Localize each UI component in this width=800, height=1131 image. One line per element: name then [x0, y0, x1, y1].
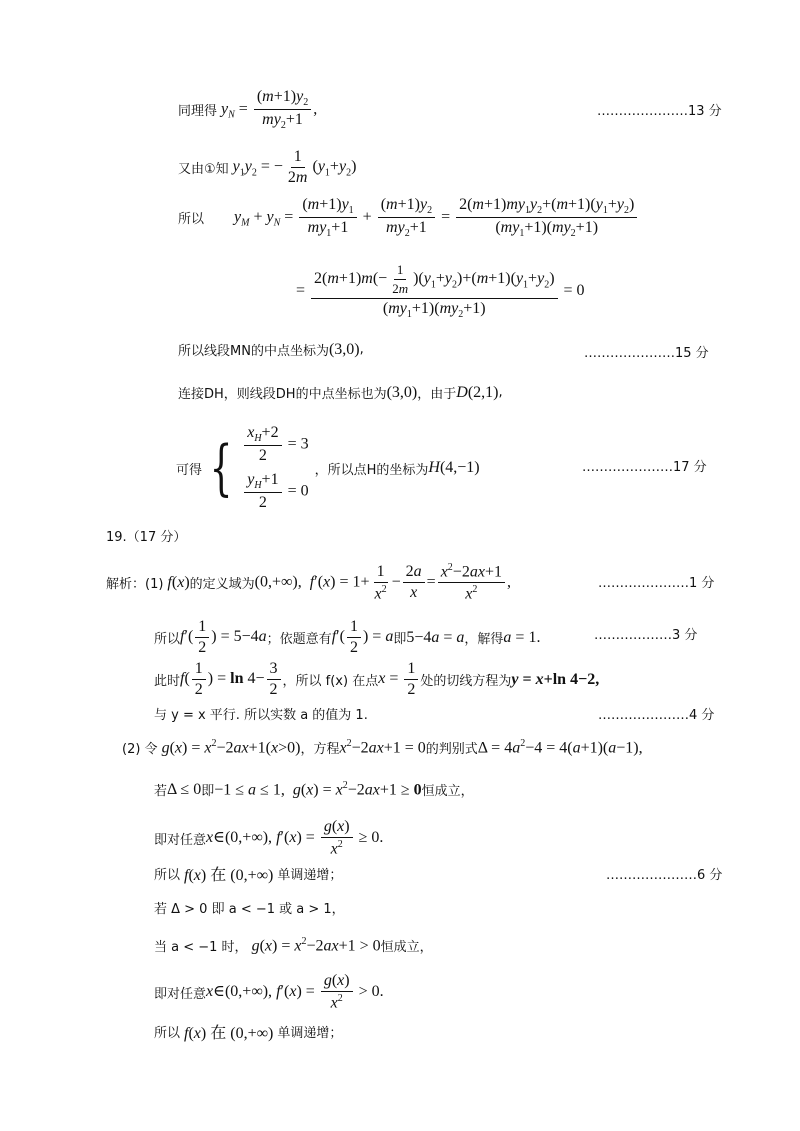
formula-30b: (3,0) — [386, 383, 418, 401]
formula-range1: −1 ≤ a ≤ 1, $g(x) = x^2-2ax+1 \ge 0$ — [214, 780, 422, 799]
formula-system: $\frac{x_H+2}{2}$ = 3 $\frac{y_H+1}{2}$ = 0 — [242, 424, 308, 512]
text-suoyi-2: 所以 — [154, 868, 181, 883]
score-3: ………………3 分 — [594, 628, 698, 643]
text-cishi: 此时 — [154, 674, 181, 689]
formula-delta: $\Delta = 4a^2-4 = 4(a+1)(a-1)$, — [477, 738, 643, 757]
text-ji-range1: 即 — [201, 784, 215, 800]
formula-domain: (0,+∞), f′(x) = 1+ $\frac{1}{x^2}$ − $\frac{2a}{x}$ = $\frac{x^2-2ax+1}{x^2}$ , — [254, 562, 511, 603]
formula-gx: $g(x) = x^2-2ax+1(x>0)$ — [161, 738, 301, 757]
line-dang — [154, 936, 433, 955]
formula-30a: (3,0) — [328, 340, 360, 358]
formula-yn: $y_N$ = $\frac{(m+1)y_2}{my_2+1}$ , — [221, 88, 318, 132]
text-fangcheng: ，方程 — [300, 742, 340, 758]
score-15: …………………15 分 — [584, 346, 709, 361]
text-suoyi: 所以 — [178, 212, 205, 228]
formula-fhalf: f( $\frac{1}{2}$ ) = ln 4− $\frac{3}{2}$ — [180, 660, 283, 699]
formula-sum: $y_M + y_N$ = $\frac{(m+1)y_1}{my_1+1}$ + $\frac{(m+1)y_2}{my_2+1}$ = $\frac{2(m+1)my_1y_2+(m+1)(y_1+y_2)}{(my_1+1)(my_2+1)}$ — [234, 196, 639, 239]
line-delta-le0 — [154, 780, 474, 799]
line-pingxing: 与 y = x 平行. 所以实数 a 的值为 1. — [154, 708, 368, 723]
formula-y1y2: $y_1y_2$ = − $\frac{1}{2m}$ $(y_1+y_2)$ — [232, 148, 357, 186]
text-danzeng2: 单调递增； — [277, 1026, 343, 1041]
text-midpoint-mn: 所以线段MN的中点坐标为 — [178, 344, 329, 359]
line-jiexi — [106, 562, 511, 604]
score-17: …………………17 分 — [582, 460, 707, 475]
formula-renyi2: x∈(0,+∞), f′(x) = $\frac{g(x)}{x^2}$ > 0. — [206, 972, 384, 1012]
text-panbieshi: 的判别式 — [425, 742, 478, 758]
line-mn-midpoint: 所以线段MN的中点坐标为 (3,0) , — [178, 340, 364, 359]
text-renyi: 即对任意 — [154, 832, 207, 848]
formula-gx-pos: $g(x) = x^2-2ax+1 > 0$ — [251, 936, 381, 955]
text-chu-qiexian: 处的切线方程为 — [420, 674, 512, 689]
score-4: …………………4 分 — [598, 708, 715, 723]
line-dh: 连接DH，则线段DH的中点坐标也为 (3,0) ，由于 D(2,1) , — [178, 383, 503, 402]
line-part2 — [122, 738, 643, 757]
text-yitiyi: ；依题意有 — [266, 632, 332, 647]
formula-inc1: f(x) 在 (0,+∞) — [184, 867, 274, 884]
line-yn — [178, 88, 317, 131]
text-lianjie: 连接DH，则线段DH的中点坐标也为 — [178, 387, 387, 402]
formula-delta-le0: Δ ≤ 0 — [167, 780, 202, 798]
text-suoyi-f: 所以 — [154, 632, 181, 647]
text-suoyi-3: 所以 — [154, 1026, 181, 1041]
question-header: 19.（17 分） — [106, 530, 187, 545]
formula-a1: a = 1. — [503, 628, 541, 646]
line-system — [176, 424, 480, 512]
formula-fprime-a: f′( $\frac{1}{2}$ ) = a — [331, 618, 394, 656]
text-dang: 当 a < −1 时， — [154, 940, 248, 956]
text-zaidian: ，所以 f(x) 在点 — [282, 674, 379, 689]
text-domain: 的定义域为 — [189, 577, 255, 593]
line-fprime-half — [154, 618, 540, 657]
text-part2: (2) 令 — [122, 742, 158, 758]
formula-eq: 5−4a = a — [406, 628, 465, 646]
text-tongli: 同理得 — [178, 104, 218, 120]
formula-inc2: f(x) 在 (0,+∞) — [184, 1025, 274, 1042]
text-hengchengli: 恒成立， — [421, 784, 474, 800]
text-ji: 即 — [393, 632, 407, 647]
text-youyou: 又由①知 — [178, 162, 229, 177]
score-1: …………………1 分 — [598, 576, 715, 591]
line-renyi — [154, 818, 383, 858]
line-renyi2 — [154, 972, 384, 1012]
line-sum — [178, 196, 639, 239]
text-youyu: ，由于 — [417, 387, 457, 402]
formula-tangent: y = x+ln 4−2, — [511, 670, 600, 688]
text-hengchengli2: 恒成立， — [380, 940, 433, 956]
line-cishi — [154, 660, 599, 699]
text-danzeng: 单调递增； — [277, 868, 343, 883]
formula-x-half: x = $\frac{1}{2}$ — [378, 660, 420, 699]
text-h-coord: ，所以点H的坐标为 — [314, 462, 429, 478]
score-6: …………………6 分 — [606, 868, 723, 883]
formula-d21: D(2,1) — [456, 383, 499, 401]
line-increasing2 — [154, 1020, 342, 1043]
brace-symbol: { — [209, 433, 233, 504]
formula-eq2: $x^2-2ax+1 = 0$ — [339, 738, 426, 757]
text-renyi2: 即对任意 — [154, 986, 207, 1002]
line-youyou — [178, 148, 356, 187]
formula-zero: = 2(m+1)m(− $\frac{1}{2m}$ )$(y_1+y_2)+(m+1)(y_1+y_2)$ $(my_1+1)(my_2+1)$ = 0 — [296, 262, 585, 321]
formula-renyi: x∈(0,+∞), f′(x) = $\frac{g(x)}{x^2}$ ≥ 0. — [206, 818, 384, 858]
text-jiexi: 解析：(1) — [106, 577, 164, 593]
line-zero — [296, 262, 585, 320]
text-jiede: ，解得 — [464, 632, 504, 647]
formula-h: H(4,−1) — [428, 459, 480, 477]
line-increasing1 — [154, 862, 342, 885]
line-delta-gt0: 若 Δ > 0 即 a < −1 或 a > 1， — [154, 902, 345, 917]
score-13: …………………13 分 — [597, 104, 722, 119]
text-kede: 可得 — [176, 462, 203, 478]
text-ruo1: 若 — [154, 784, 168, 800]
formula-fprime: f′( $\frac{1}{2}$ ) = 5−4a — [180, 618, 267, 656]
formula-fx: f(x) — [167, 573, 190, 591]
